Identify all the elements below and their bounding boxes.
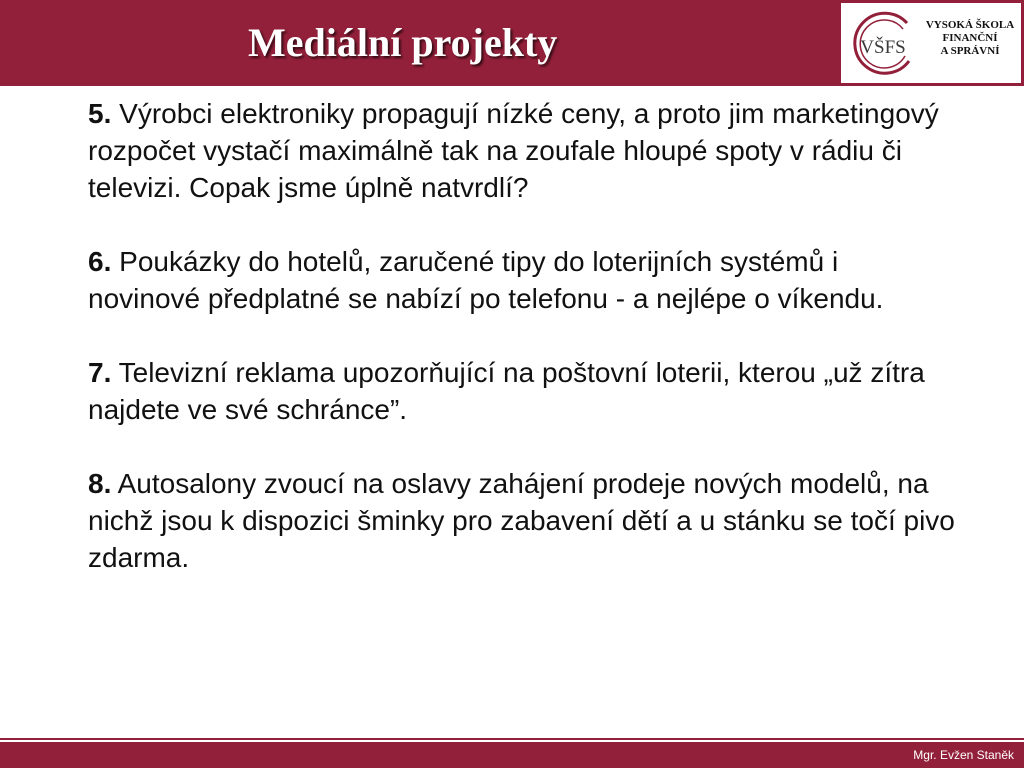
logo-line: FINANČNÍ bbox=[942, 32, 998, 44]
item-text: Televizní reklama upozorňující na poštovní loterii, kterou „už zítra najdete ve své schránce”. bbox=[88, 357, 925, 425]
logo-letters: VŠFS bbox=[860, 37, 906, 58]
list-item bbox=[88, 354, 958, 428]
item-number: 5. bbox=[88, 98, 112, 129]
item-text: Výrobci elektroniky propagují nízké ceny, a proto jim marketingový rozpočet vystačí maximálně tak na zoufale hloupé spoty v rádiu či televizi. Copak jsme úplně natvrdlí? bbox=[88, 98, 939, 203]
slide-content bbox=[88, 95, 958, 576]
logo-line: A SPRÁVNÍ bbox=[940, 45, 1000, 57]
item-number: 8. bbox=[88, 468, 112, 499]
vsfs-emblem-icon bbox=[849, 9, 921, 77]
logo-text bbox=[919, 19, 1021, 58]
slide-title: Mediální projekty bbox=[248, 20, 558, 65]
item-text: Poukázky do hotelů, zaručené tipy do loterijních systémů i novinové předplatné se nabízí po telefonu - a nejlépe o víkendu. bbox=[88, 246, 884, 314]
footer-bar bbox=[0, 742, 1024, 768]
list-item bbox=[88, 95, 958, 206]
item-number: 6. bbox=[88, 246, 112, 277]
item-text: Autosalony zvoucí na oslavy zahájení prodeje nových modelů, na nichž jsou k dispozici šminky pro zabavení dětí a u stánku se točí pivo zdarma. bbox=[88, 468, 955, 573]
school-logo bbox=[841, 3, 1021, 83]
author-name: Mgr. Evžen Staněk bbox=[913, 748, 1014, 762]
logo-line: VYSOKÁ ŠKOLA bbox=[925, 19, 1015, 31]
item-number: 7. bbox=[88, 357, 112, 388]
list-item bbox=[88, 243, 958, 317]
list-item bbox=[88, 465, 958, 576]
footer-divider bbox=[0, 738, 1024, 740]
